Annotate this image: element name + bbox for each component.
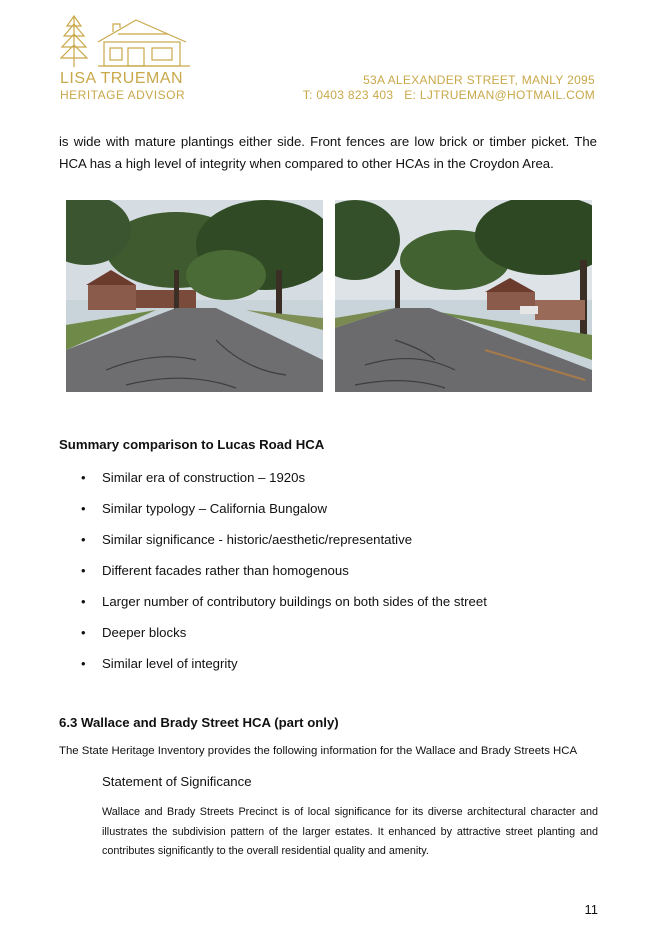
street-photo-right bbox=[335, 200, 592, 392]
list-item: • Similar significance - historic/aesthetic/representative bbox=[59, 524, 619, 555]
body-paragraph: is wide with mature plantings either side. Front fences are low brick or timber picket. The HCA has a high level of integrity when compared to other HCAs in the Croydon Area. bbox=[59, 134, 597, 171]
summary-list bbox=[59, 462, 619, 679]
summary-heading: Summary comparison to Lucas Road HCA bbox=[59, 437, 325, 452]
list-item: • Similar era of construction – 1920s bbox=[59, 462, 619, 493]
header-contact: T: 0403 823 403 E: LJTRUEMAN@HOTMAIL.COM bbox=[302, 88, 595, 102]
page-number: 11 bbox=[584, 902, 598, 917]
house-and-pine-tree-logo bbox=[58, 12, 198, 72]
brand-name: LISA TRUEMAN bbox=[60, 70, 184, 87]
statement-title: Statement of Significance bbox=[102, 774, 252, 789]
list-item: • Larger number of contributory buildings on both sides of the street bbox=[59, 586, 619, 617]
brand-subtitle: HERITAGE ADVISOR bbox=[60, 88, 186, 102]
list-item: • Deeper blocks bbox=[59, 617, 619, 648]
section-heading: 6.3 Wallace and Brady Street HCA (part only) bbox=[59, 715, 339, 730]
list-item: • Similar level of integrity bbox=[59, 648, 619, 679]
section-intro: The State Heritage Inventory provides the following information for the Wallace and Brady Streets HCA bbox=[59, 745, 578, 757]
street-photo-left bbox=[66, 200, 323, 392]
list-item: • Different facades rather than homogenous bbox=[59, 555, 619, 586]
list-item: • Similar typology – California Bungalow bbox=[59, 493, 619, 524]
statement-text: Wallace and Brady Streets Precinct is of local significance for its diverse architectural character and illustrates the subdivision pattern of the larger estates. It enhanced by attractive street planting and contributes significantly to the overall residential quality and amenity. bbox=[102, 806, 598, 857]
header-address: 53A ALEXANDER STREET, MANLY 2095 bbox=[363, 73, 595, 87]
